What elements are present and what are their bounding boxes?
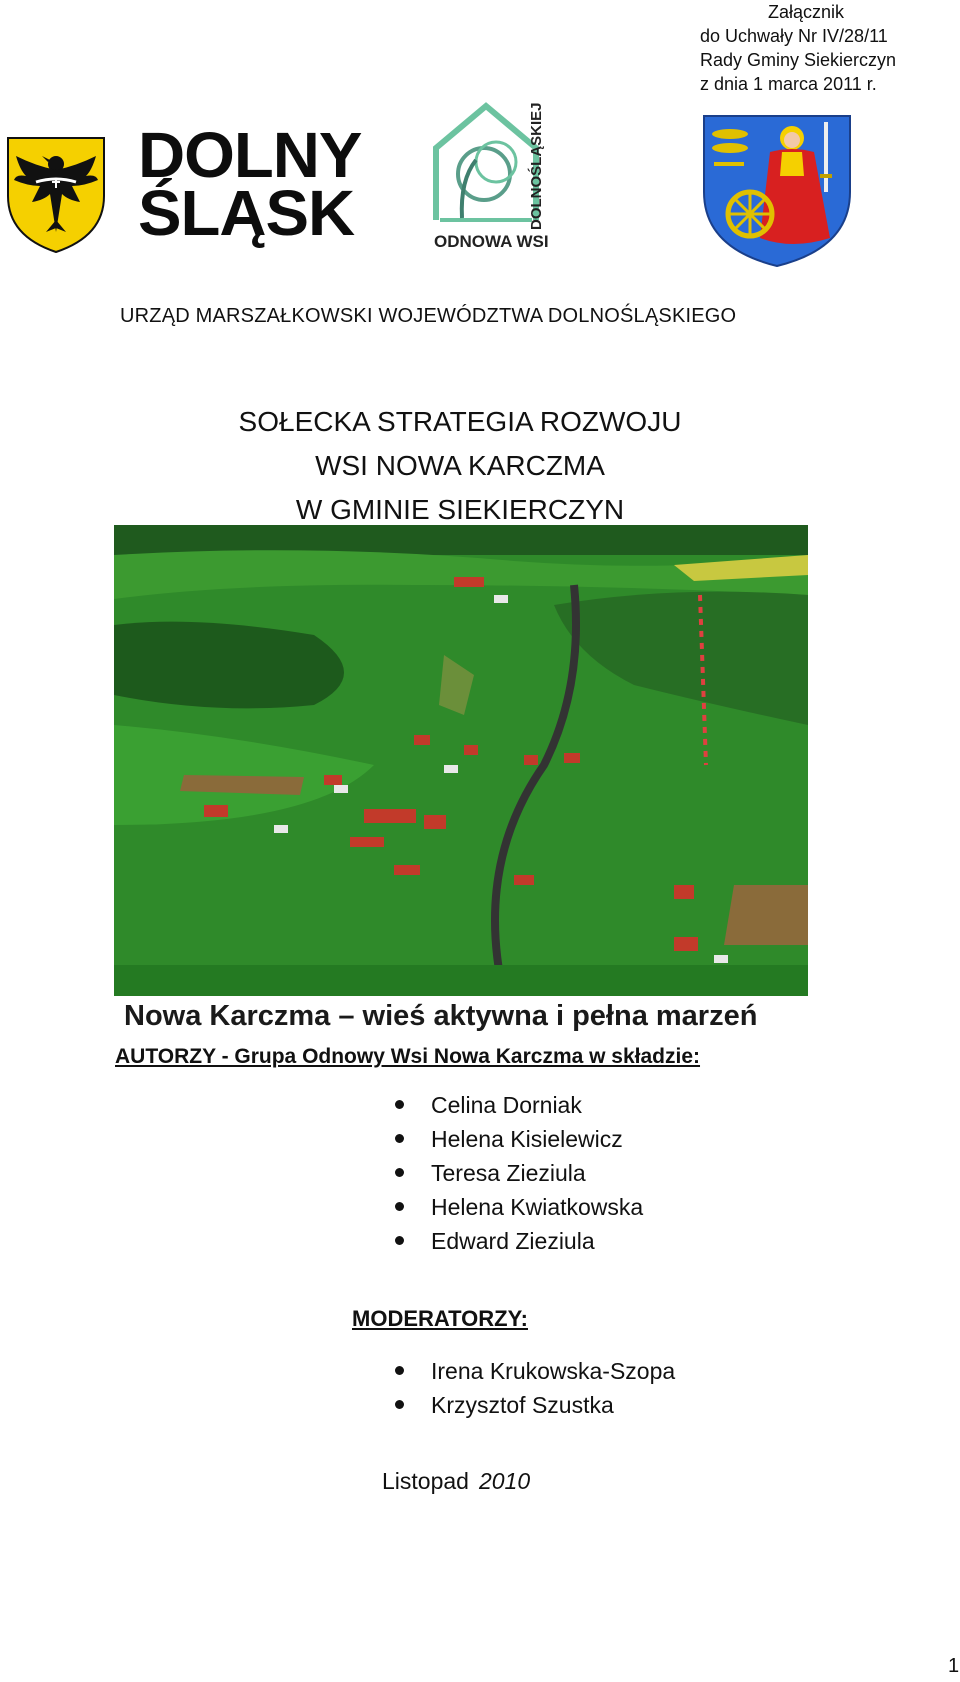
document-date	[382, 1468, 530, 1495]
moderator-name: Irena Krukowska-Szopa	[431, 1358, 676, 1384]
annex-line: Załącznik	[768, 2, 845, 22]
list-item	[395, 1388, 675, 1422]
title-line: SOŁECKA STRATEGIA ROZWOJU	[238, 406, 682, 437]
author-name: Celina Dorniak	[431, 1092, 582, 1118]
list-item	[395, 1354, 675, 1388]
moderator-name: Krzysztof Szustka	[431, 1392, 614, 1418]
annex-line: z dnia 1 marca 2011 r.	[700, 74, 877, 94]
title-line: WSI NOWA KARCZMA	[315, 450, 605, 481]
author-name: Helena Kwiatkowska	[431, 1194, 644, 1220]
authors-list	[395, 1088, 643, 1258]
list-item	[395, 1088, 643, 1122]
bullet-icon	[395, 1366, 404, 1375]
lower-silesia-eagle-logo	[6, 136, 106, 254]
author-name: Teresa Zieziula	[431, 1160, 586, 1186]
annex-note	[700, 0, 940, 96]
bullet-icon	[395, 1400, 404, 1409]
list-item	[395, 1122, 643, 1156]
logo-text: DOLNOŚLĄSKIEJ	[528, 102, 545, 230]
annex-line: Rady Gminy Siekierczyn	[700, 50, 897, 70]
siekierczyn-coat-of-arms	[700, 112, 854, 270]
title-line: W GMINIE SIEKIERCZYN	[295, 494, 625, 525]
odnowa-wsi-logo	[432, 100, 572, 260]
bullet-icon	[395, 1168, 404, 1177]
annex-line: do Uchwały Nr IV/28/11	[700, 26, 888, 46]
bullet-icon	[395, 1202, 404, 1211]
list-item	[395, 1224, 643, 1258]
list-item	[395, 1190, 643, 1224]
page-number: 1	[948, 1655, 960, 1677]
bullet-icon	[395, 1100, 404, 1109]
moderators-heading: MODERATORZY:	[352, 1306, 528, 1331]
document-title	[0, 400, 920, 532]
logo-text: DOLNY	[138, 119, 362, 191]
office-heading: URZĄD MARSZAŁKOWSKI WOJEWÓDZTWA DOLNOŚLĄSKIEGO	[120, 305, 737, 327]
date-month: Listopad	[382, 1468, 469, 1494]
moderators-list	[395, 1354, 675, 1422]
document-subtitle: Nowa Karczma – wieś aktywna i pełna marzeń	[124, 1000, 758, 1032]
date-year: 2010	[478, 1468, 531, 1494]
authors-heading: AUTORZY - Grupa Odnowy Wsi Nowa Karczma w składzie:	[115, 1045, 701, 1068]
bullet-icon	[395, 1134, 404, 1143]
bullet-icon	[395, 1236, 404, 1245]
village-aerial-photo	[114, 525, 808, 996]
logo-text: ODNOWA WSI	[434, 232, 549, 251]
list-item	[395, 1156, 643, 1190]
author-name: Helena Kisielewicz	[431, 1126, 623, 1152]
logo-text: ŚLĄSK	[138, 177, 355, 249]
author-name: Edward Zieziula	[431, 1228, 595, 1254]
dolny-slask-logo	[138, 119, 384, 256]
